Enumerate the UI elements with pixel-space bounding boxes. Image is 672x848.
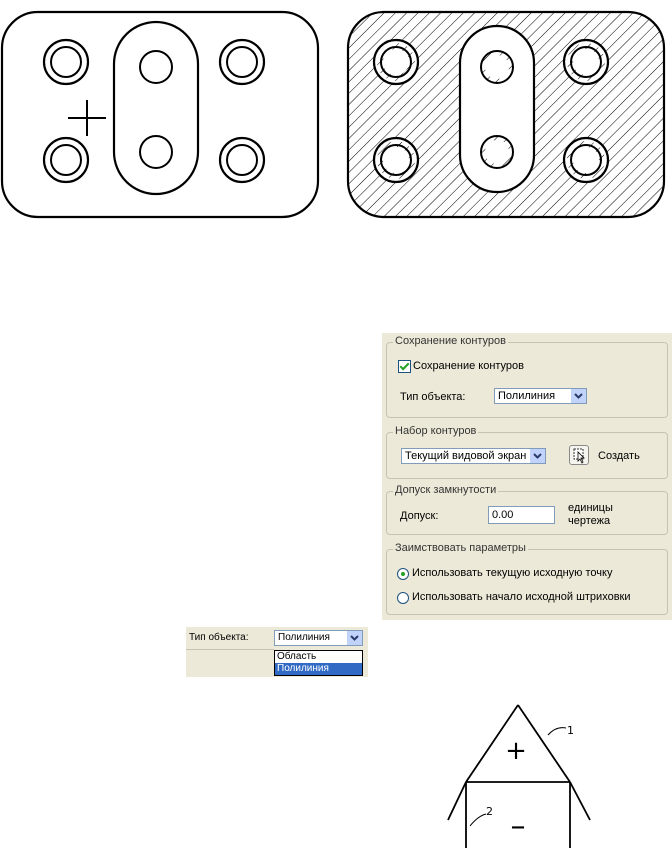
plate-hatched-figure (340, 0, 672, 225)
dropdown-example-label: Тип объекта: (189, 632, 249, 643)
group-save-contours-title: Сохранение контуров (395, 335, 507, 347)
save-contours-checkbox[interactable] (398, 360, 411, 373)
group-contour-set-title: Набор контуров (395, 425, 477, 437)
leader-line-2 (470, 814, 486, 826)
units-line-1: единицы (568, 502, 613, 514)
object-type-dropdown-example (186, 627, 368, 677)
house-label-2: 2 (486, 805, 493, 818)
use-current-origin-radio[interactable] (397, 568, 409, 580)
dropdown-example-select-value: Полилиния (278, 632, 330, 643)
plate-outline (2, 12, 318, 217)
group-gap-tolerance-title: Допуск замкнутости (395, 484, 497, 496)
contour-set-select-value: Текущий видовой экран (405, 450, 527, 462)
chevron-down-icon[interactable] (346, 631, 362, 645)
units-line-2: чертежа (568, 515, 611, 527)
use-source-hatch-origin-label[interactable]: Использовать начало исходной штриховки (412, 591, 631, 603)
group-gap-tolerance (386, 484, 668, 535)
object-type-label: Тип объекта: (400, 391, 466, 403)
use-source-hatch-origin-radio[interactable] (397, 592, 409, 604)
dropdown-option-region[interactable]: Область (277, 651, 317, 662)
group-contour-set (386, 425, 668, 479)
group-inherit-options (386, 542, 668, 615)
corner-holes (44, 40, 264, 182)
group-save-contours (386, 335, 668, 418)
chevron-down-icon[interactable] (529, 449, 545, 463)
leader-line-1 (548, 728, 566, 735)
use-current-origin-label[interactable]: Использовать текущую исходную точку (412, 567, 613, 579)
dropdown-option-polyline[interactable]: Полилиния (275, 663, 362, 675)
dropdown-example-select[interactable] (274, 630, 363, 646)
house-sign-minus: – (510, 809, 526, 844)
select-objects-icon (570, 446, 588, 464)
slot-hole-bottom (140, 136, 172, 168)
tolerance-input[interactable] (488, 506, 555, 524)
group-inherit-options-title: Заимствовать параметры (395, 542, 526, 554)
create-boundary-set-button[interactable] (569, 445, 589, 465)
dropdown-example-list (274, 650, 363, 676)
tolerance-input-value: 0.00 (492, 509, 514, 521)
house-label-1: 1 (567, 724, 574, 737)
object-type-select-value: Полилиния (498, 390, 556, 402)
tolerance-label: Допуск: (400, 510, 439, 522)
slot-hole-top (140, 51, 172, 83)
create-label: Создать (598, 450, 640, 462)
pick-point-cross (68, 100, 106, 136)
boundary-options-panel (382, 333, 672, 620)
save-contours-checkbox-label[interactable]: Сохранение контуров (413, 360, 525, 372)
house-figure (430, 690, 610, 848)
house-sign-plus: + (505, 736, 527, 766)
object-type-select[interactable] (494, 388, 587, 404)
plate-outline-figure (0, 0, 330, 225)
chevron-down-icon[interactable] (570, 389, 586, 403)
dropdown-example-divider (186, 649, 274, 650)
contour-set-select[interactable] (401, 448, 546, 464)
